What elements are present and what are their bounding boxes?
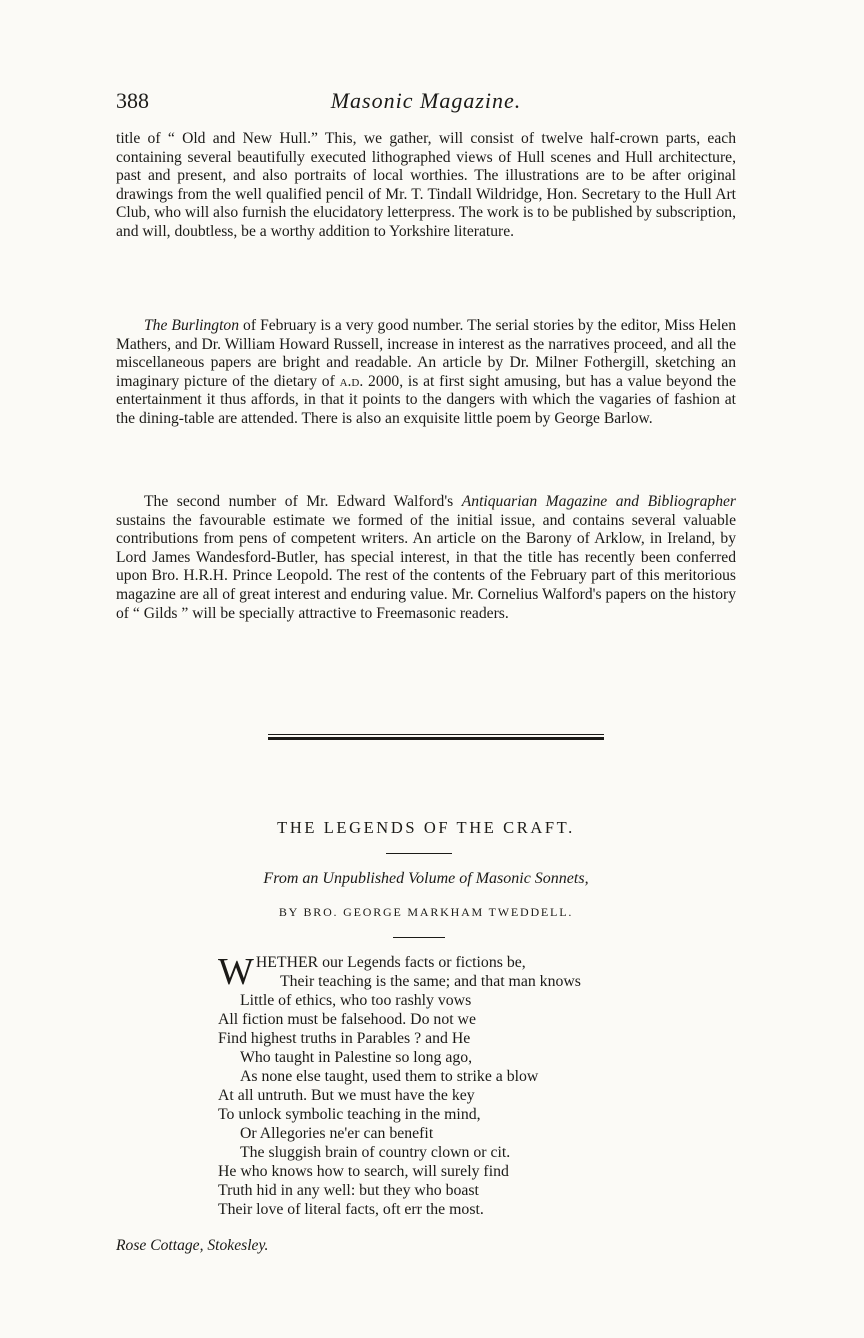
paragraph-text-part: The second number of Mr. Edward Walford's (144, 493, 462, 510)
sonnet-line: As none else taught, used them to strike a blow (240, 1068, 539, 1085)
sonnet-line: To unlock symbolic teaching in the mind, (218, 1106, 481, 1123)
paragraph-text-part: 2000, is at first sight amusing, but has a value beyond the entertainment it thus affords, in that it points to the dangers with which the vagaries of fashion at the dining-table are attended. There is also an exquisite little poem by George Barlow. (116, 372, 736, 427)
sonnet-line: Their teaching is the same; and that man knows (280, 973, 581, 990)
sonnet-line: Or Allegories ne'er can benefit (240, 1125, 434, 1142)
section-divider (268, 734, 604, 740)
paragraph-antiquarian-magazine (116, 493, 736, 623)
drop-cap: W (218, 951, 254, 993)
paragraph-text: title of “ Old and New Hull.” This, we gather, will consist of twelve half-crown parts, each containing several beautifully executed lithographed views of Hull scenes and Hull architecture, past and present, and also portraits of local worthies. The illustrations are to be after original drawings from the well qualified pencil of Mr. T. Tindall Wildridge, Hon. Secretary to the Hull Art Club, who will also furnish the elucidatory letterpress. The work is to be published by subscription, and will, doubtless, be a worthy addition to Yorkshire literature. (116, 130, 736, 240)
era-abbreviation: a.d. (339, 372, 364, 390)
paragraph-text (116, 493, 736, 623)
sonnet-line: He who knows how to search, will surely find (218, 1163, 509, 1180)
sonnet-line: Who taught in Palestine so long ago, (240, 1049, 473, 1066)
sonnet-line: Truth hid in any well: but they who boast (218, 1182, 479, 1199)
sonnet-line: Find highest truths in Parables ? and He (218, 1030, 471, 1047)
sonnet-line: At all untruth. But we must have the key (218, 1087, 475, 1104)
sonnet-line: The sluggish brain of country clown or cit. (240, 1144, 511, 1161)
first-word-rest: HETHER (255, 954, 319, 971)
page-header (116, 88, 736, 118)
paragraph-text (116, 317, 736, 429)
magazine-title: Antiquarian Magazine and Bibliographer (461, 493, 736, 510)
title-rule (386, 853, 452, 854)
page-number: 388 (116, 88, 149, 113)
magazine-title: The Burlington (144, 317, 240, 334)
sonnet (218, 953, 718, 1219)
first-line-rest: our Legends facts or fictions be, (318, 954, 526, 971)
divider-thin-rule (268, 734, 604, 735)
paragraph-old-and-new-hull (116, 130, 736, 242)
sonnet-line: Little of ethics, who too rashly vows (240, 992, 472, 1009)
author-byline: BY BRO. GEORGE MARKHAM TWEDDELL. (278, 905, 574, 919)
running-head: Masonic Magazine. (330, 88, 522, 113)
author-location: Rose Cottage, Stokesley. (116, 1237, 269, 1254)
section-title: THE LEGENDS OF THE CRAFT. (277, 818, 575, 837)
byline-rule (393, 937, 445, 938)
section-subtitle: From an Unpublished Volume of Masonic Sonnets, (263, 870, 589, 887)
paragraph-text-part: sustains the favourable estimate we formed of the initial issue, and contains several valuable contributions from pens of competent writers. An article on the Barony of Arklow, in Ireland, by Lord James Wandesford-Butler, has special interest, in that the title has recently been conferred upon Bro. H.R.H. Prince Leopold. The rest of the contents of the February part of this meritorious magazine are all of great interest and enduring value. Mr. Cornelius Walford's papers on the history of “ Gilds ” will be specially attractive to Freemasonic readers. (116, 511, 736, 622)
sonnet-line: All fiction must be falsehood. Do not we (218, 1011, 476, 1028)
paragraph-burlington (116, 317, 736, 429)
sonnet-line: Their love of literal facts, oft err the most. (218, 1201, 484, 1218)
paragraph-text-part: of February is a very good number. The serial stories by the editor, Miss Helen Mathers, and Dr. William Howard Russell, increase in interest as the narratives proceed, and all the miscellaneous papers are bright and readable. An article by Dr. Milner Fothergill, sketching an imaginary picture of the dietary of (116, 317, 737, 390)
divider-thick-rule (268, 737, 604, 740)
